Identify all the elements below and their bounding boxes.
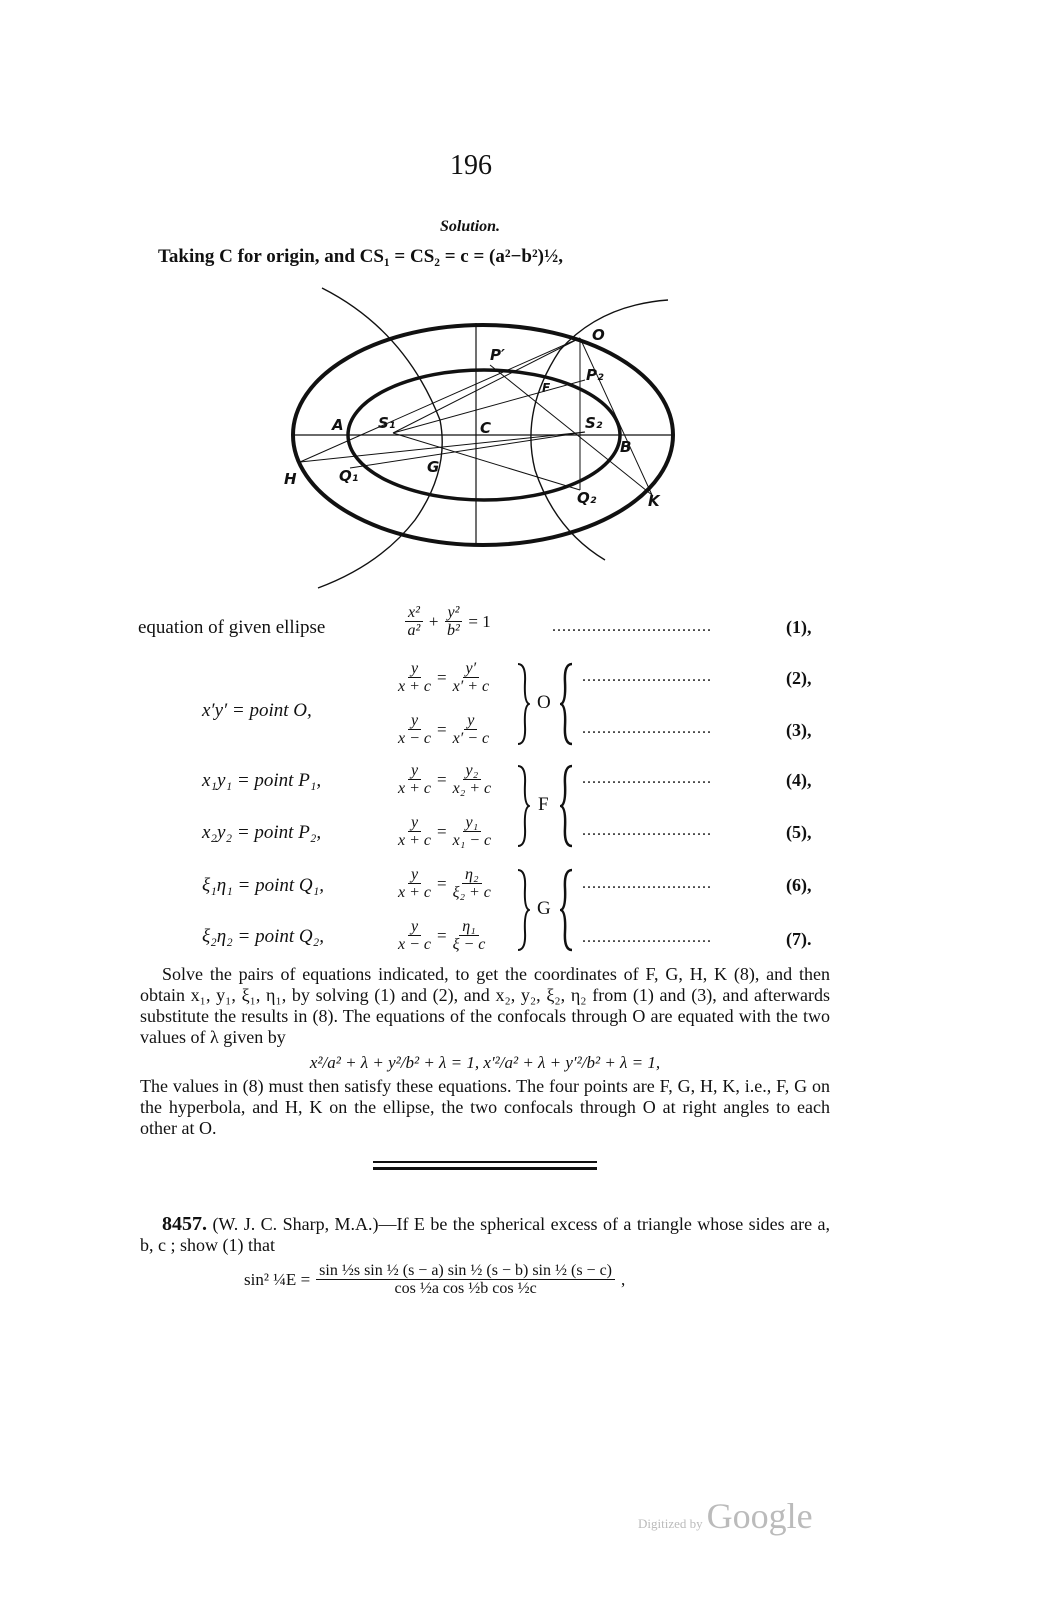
equals-sign: = bbox=[437, 769, 447, 789]
equals-sign: = bbox=[437, 821, 447, 841]
page-number: 196 bbox=[450, 150, 492, 181]
label-q1: Q₁ bbox=[339, 467, 359, 485]
equation-4 bbox=[398, 762, 491, 797]
point-f-label: F bbox=[538, 794, 549, 815]
equation-number-1: (1), bbox=[786, 617, 812, 637]
question-8457 bbox=[140, 1214, 830, 1256]
google-logo: Google bbox=[706, 1496, 813, 1536]
numerator: y bbox=[408, 712, 421, 730]
label-s1: S₁ bbox=[378, 414, 396, 432]
divider-line bbox=[373, 1167, 597, 1170]
label-point-o: x′y′ = point O, bbox=[202, 700, 312, 721]
equation-7 bbox=[398, 918, 485, 953]
label-point-q2: ξ₂η₂ = point Q₂, bbox=[202, 926, 324, 947]
label-s2: S₂ bbox=[585, 414, 603, 432]
denominator: x − c bbox=[398, 936, 431, 953]
formula-denominator: cos ½a cos ½b cos ½c bbox=[394, 1280, 537, 1297]
dot-leader: .......................... bbox=[582, 770, 712, 787]
label-p-prime: P′ bbox=[490, 346, 505, 364]
point-g-label: G bbox=[537, 898, 551, 919]
dot-leader: .......................... bbox=[582, 668, 712, 685]
watermark-text: Digitized by bbox=[638, 1516, 703, 1531]
equation-number-7: (7). bbox=[786, 929, 812, 949]
ellipse-label: equation of given ellipse bbox=[138, 617, 326, 638]
dot-leader: .......................... bbox=[582, 822, 712, 839]
numerator: y bbox=[408, 918, 421, 936]
numerator: y₁ bbox=[463, 814, 482, 832]
solution-paragraph-1: Solve the pairs of equations indicated, to get the coordinates of F, G, H, K (8), and then obtain x₁, y₁, ξ₁, η₁, by solving (1) and (2), and x₂, y₂, ξ₂, η₂ from (1) and (3), and afterwards substitute the results in (8). The equations of the confocals through O are equated with the two values of λ given by bbox=[140, 964, 830, 1047]
dot-leader: .......................... bbox=[582, 875, 712, 892]
denominator: x₂ + c bbox=[452, 780, 492, 797]
numerator: y bbox=[408, 762, 421, 780]
label-p2: P₂ bbox=[586, 366, 604, 384]
equation-3 bbox=[398, 712, 489, 747]
numerator: η₁ bbox=[459, 918, 479, 936]
question-formula bbox=[244, 1262, 830, 1297]
numerator: y bbox=[408, 660, 421, 678]
question-number: 8457. bbox=[162, 1213, 207, 1235]
denominator: x′ − c bbox=[452, 730, 490, 747]
numerator: x² bbox=[405, 604, 423, 622]
numerator: y bbox=[408, 866, 421, 884]
denominator: b² bbox=[447, 622, 460, 639]
equals-sign: = bbox=[437, 873, 447, 893]
denominator: x + c bbox=[398, 780, 431, 797]
line-q1-s2 bbox=[350, 432, 585, 468]
point-o-label: O bbox=[537, 692, 551, 713]
label-point-p1: x₁y₁ = point P₁, bbox=[202, 770, 322, 791]
right-brace bbox=[516, 662, 530, 746]
label-a: A bbox=[332, 416, 344, 434]
equation-1 bbox=[405, 604, 491, 639]
label-c: C bbox=[480, 419, 492, 437]
numerator: η₂ bbox=[462, 866, 482, 884]
equation-number-6: (6), bbox=[786, 875, 812, 895]
right-brace bbox=[516, 764, 530, 848]
equation-5 bbox=[398, 814, 491, 849]
equation-2 bbox=[398, 660, 489, 695]
lambda-equations: x²/a² + λ + y²/b² + λ = 1, x′²/a² + λ + y′²/b² + λ = 1, bbox=[309, 1053, 661, 1072]
denominator: ξ − c bbox=[452, 936, 486, 953]
numerator: y′ bbox=[463, 660, 480, 678]
denominator: a² bbox=[407, 622, 421, 639]
formula-lhs: sin² ¼E = bbox=[244, 1269, 311, 1289]
denominator: x + c bbox=[398, 832, 431, 849]
hyperbola-left-branch bbox=[318, 288, 442, 588]
text-flow bbox=[140, 964, 830, 1297]
denominator: x − c bbox=[398, 730, 431, 747]
equation-6 bbox=[398, 866, 491, 901]
question-text: —If E be the spherical excess of a triangle whose sides are a, b, c ; show (1) that bbox=[140, 1214, 830, 1255]
denominator: x₁ − c bbox=[452, 832, 492, 849]
label-f: F bbox=[542, 381, 551, 395]
denominator: x′ + c bbox=[452, 678, 490, 695]
line-s1-q2 bbox=[393, 433, 580, 490]
equals-sign: = bbox=[437, 667, 447, 687]
formula-end: , bbox=[621, 1269, 626, 1289]
divider-line bbox=[373, 1161, 597, 1163]
equals-sign: = bbox=[437, 719, 447, 739]
right-brace bbox=[516, 868, 530, 952]
question-author: (W. J. C. Sharp, M.A.) bbox=[212, 1214, 379, 1234]
numerator: y bbox=[408, 814, 421, 832]
line-h-o bbox=[300, 338, 580, 462]
dot-leader: ................................ bbox=[552, 618, 712, 635]
label-h: H bbox=[284, 470, 297, 488]
label-point-p2: x₂y₂ = point P₂, bbox=[202, 822, 322, 843]
label-b: B bbox=[620, 438, 632, 456]
label-point-q1: ξ₁η₁ = point Q₁, bbox=[202, 875, 324, 896]
label-g: G bbox=[427, 458, 440, 476]
dot-leader: .......................... bbox=[582, 720, 712, 737]
label-k: K bbox=[648, 492, 660, 510]
label-o: O bbox=[592, 326, 605, 344]
plus-sign: + bbox=[428, 611, 439, 631]
geometry-diagram bbox=[0, 0, 1042, 600]
denominator: x + c bbox=[398, 884, 431, 901]
equation-number-2: (2), bbox=[786, 668, 812, 688]
solution-paragraph-2: The values in (8) must then satisfy these equations. The four points are F, G, H, K, i.e., F, G on the hyperbola, and H, K on the ellipse, the two confocals through O at right angles to each other at O. bbox=[140, 1076, 830, 1138]
formula-numerator: sin ½s sin ½ (s − a) sin ½ (s − b) sin ½ (s − c) bbox=[316, 1262, 615, 1280]
solution-heading: Solution. bbox=[440, 218, 501, 235]
numerator: y bbox=[464, 712, 477, 730]
numerator: y² bbox=[445, 604, 463, 622]
rhs: = 1 bbox=[468, 611, 491, 631]
numerator: y₂ bbox=[463, 762, 482, 780]
label-q2: Q₂ bbox=[577, 489, 597, 507]
equals-sign: = bbox=[437, 925, 447, 945]
section-divider bbox=[373, 1161, 597, 1170]
intro-line: Taking C for origin, and CS₁ = CS₂ = c = (a²−b²)½, bbox=[158, 246, 563, 267]
equation-number-5: (5), bbox=[786, 822, 812, 842]
denominator: ξ₂ + c bbox=[452, 884, 491, 901]
left-brace bbox=[560, 662, 574, 746]
left-brace bbox=[560, 764, 574, 848]
google-watermark bbox=[638, 1495, 813, 1537]
denominator: x + c bbox=[398, 678, 431, 695]
equation-number-3: (3), bbox=[786, 720, 812, 740]
equation-number-4: (4), bbox=[786, 770, 812, 790]
dot-leader: .......................... bbox=[582, 929, 712, 946]
left-brace bbox=[560, 868, 574, 952]
